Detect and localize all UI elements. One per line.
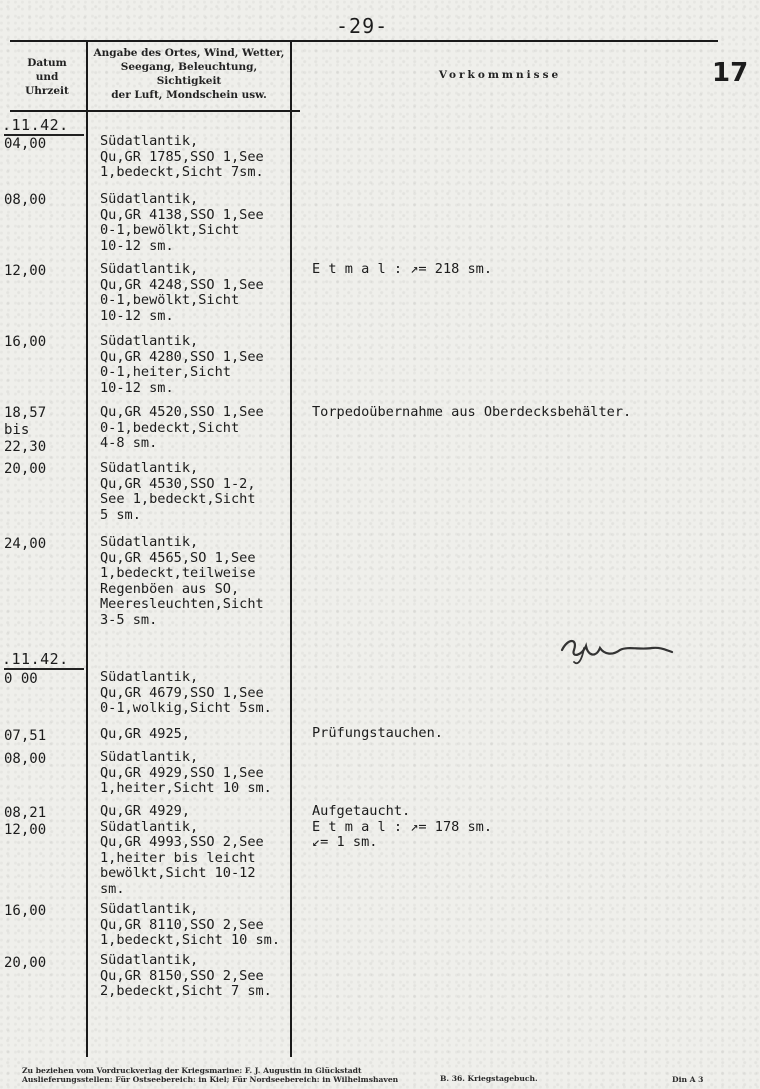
- footer-format: Din A 3: [672, 1075, 704, 1084]
- entry-time: 08,00: [4, 751, 47, 767]
- entry-position: Südatlantik, Qu,GR 4929,SSO 1,See 1,heiter,Sicht 10 sm.: [100, 749, 272, 796]
- date-2: .11.42.: [2, 650, 69, 668]
- entry-event: Aufgetaucht. E t m a l : ↗= 178 sm. ↙= 1 sm.: [312, 803, 493, 850]
- entry-time: 0 00: [4, 671, 38, 687]
- entry-time: 20,00: [4, 955, 47, 971]
- footer-form-name: B. 36. Kriegstagebuch.: [440, 1074, 538, 1083]
- entry-position: Südatlantik, Qu,GR 4679,SSO 1,See 0-1,wolkig,Sicht 5sm.: [100, 669, 272, 716]
- top-rule: [10, 40, 718, 42]
- entry-time: 16,00: [4, 903, 47, 919]
- entry-position: Südatlantik, Qu,GR 1785,SSO 1,See 1,bedeckt,Sicht 7sm.: [100, 133, 264, 180]
- date-1: .11.42.: [2, 116, 69, 134]
- entry-time: 08,00: [4, 192, 47, 208]
- entry-time: 16,00: [4, 334, 47, 350]
- entry-position: Südatlantik, Qu,GR 4138,SSO 1,See 0-1,bewölkt,Sicht 10-12 sm.: [100, 191, 264, 254]
- entry-position: Südatlantik, Qu,GR 8110,SSO 2,See 1,bedeckt,Sicht 10 sm.: [100, 901, 281, 948]
- footer-publisher: Zu beziehen vom Vordruckverlag der Kriegsmarine: F. J. Augustin in Glückstadt Auslieferungsstellen: Für Ostseebereich: in Kiel; Für Nordseebereich: in Wilhelmshaven: [22, 1066, 399, 1084]
- entry-time: 20,00: [4, 461, 47, 477]
- entry-event: Torpedoübernahme aus Oberdecksbehälter.: [312, 404, 632, 420]
- header-angabe: Angabe des Ortes, Wind, Wetter, Seegang, Beleuchtung, Sichtigkeit der Luft, Mondschein usw.: [93, 47, 285, 101]
- entry-time: 08,21 12,00: [4, 805, 47, 838]
- entry-time: 24,00: [4, 536, 47, 552]
- entry-position: Südatlantik, Qu,GR 4248,SSO 1,See 0-1,bewölkt,Sicht 10-12 sm.: [100, 261, 264, 324]
- entry-position: Qu,GR 4929, Südatlantik, Qu,GR 4993,SSO 2,See 1,heiter bis leicht bewölkt,Sicht 10-12 sm.: [100, 803, 264, 897]
- entry-position: Südatlantik, Qu,GR 4565,SO 1,See 1,bedeckt,teilweise Regenböen aus SO, Meeresleuchten,Sicht 3-5 sm.: [100, 534, 264, 628]
- entry-position: Qu,GR 4520,SSO 1,See 0-1,bedeckt,Sicht 4-8 sm.: [100, 404, 264, 451]
- entry-position: Südatlantik, Qu,GR 4280,SSO 1,See 0-1,heiter,Sicht 10-12 sm.: [100, 333, 264, 396]
- entry-event: E t m a l : ↗= 218 sm.: [312, 261, 493, 277]
- header-vorkommnisse: Vorkommnisse: [438, 69, 562, 81]
- entry-position: Südatlantik, Qu,GR 8150,SSO 2,See 2,bedeckt,Sicht 7 sm.: [100, 952, 272, 999]
- entry-time: 12,00: [4, 263, 47, 279]
- date-2-underline: [4, 668, 84, 670]
- entry-time: 04,00: [4, 136, 47, 152]
- signature-icon: [556, 628, 676, 668]
- entry-position: Qu,GR 4925,: [100, 726, 191, 742]
- header-datum: Datum und Uhrzeit: [25, 57, 69, 97]
- entry-time: 07,51: [4, 728, 47, 744]
- page-number: -29-: [336, 14, 389, 38]
- entry-event: Prüfungstauchen.: [312, 725, 443, 741]
- header-bottom-rule: [10, 110, 300, 112]
- column-divider-1: [86, 42, 88, 1057]
- entry-time: 18,57 bis 22,30: [4, 405, 47, 455]
- sheet-number: 17: [712, 58, 749, 88]
- entry-position: Südatlantik, Qu,GR 4530,SSO 1-2, See 1,bedeckt,Sicht 5 sm.: [100, 460, 256, 523]
